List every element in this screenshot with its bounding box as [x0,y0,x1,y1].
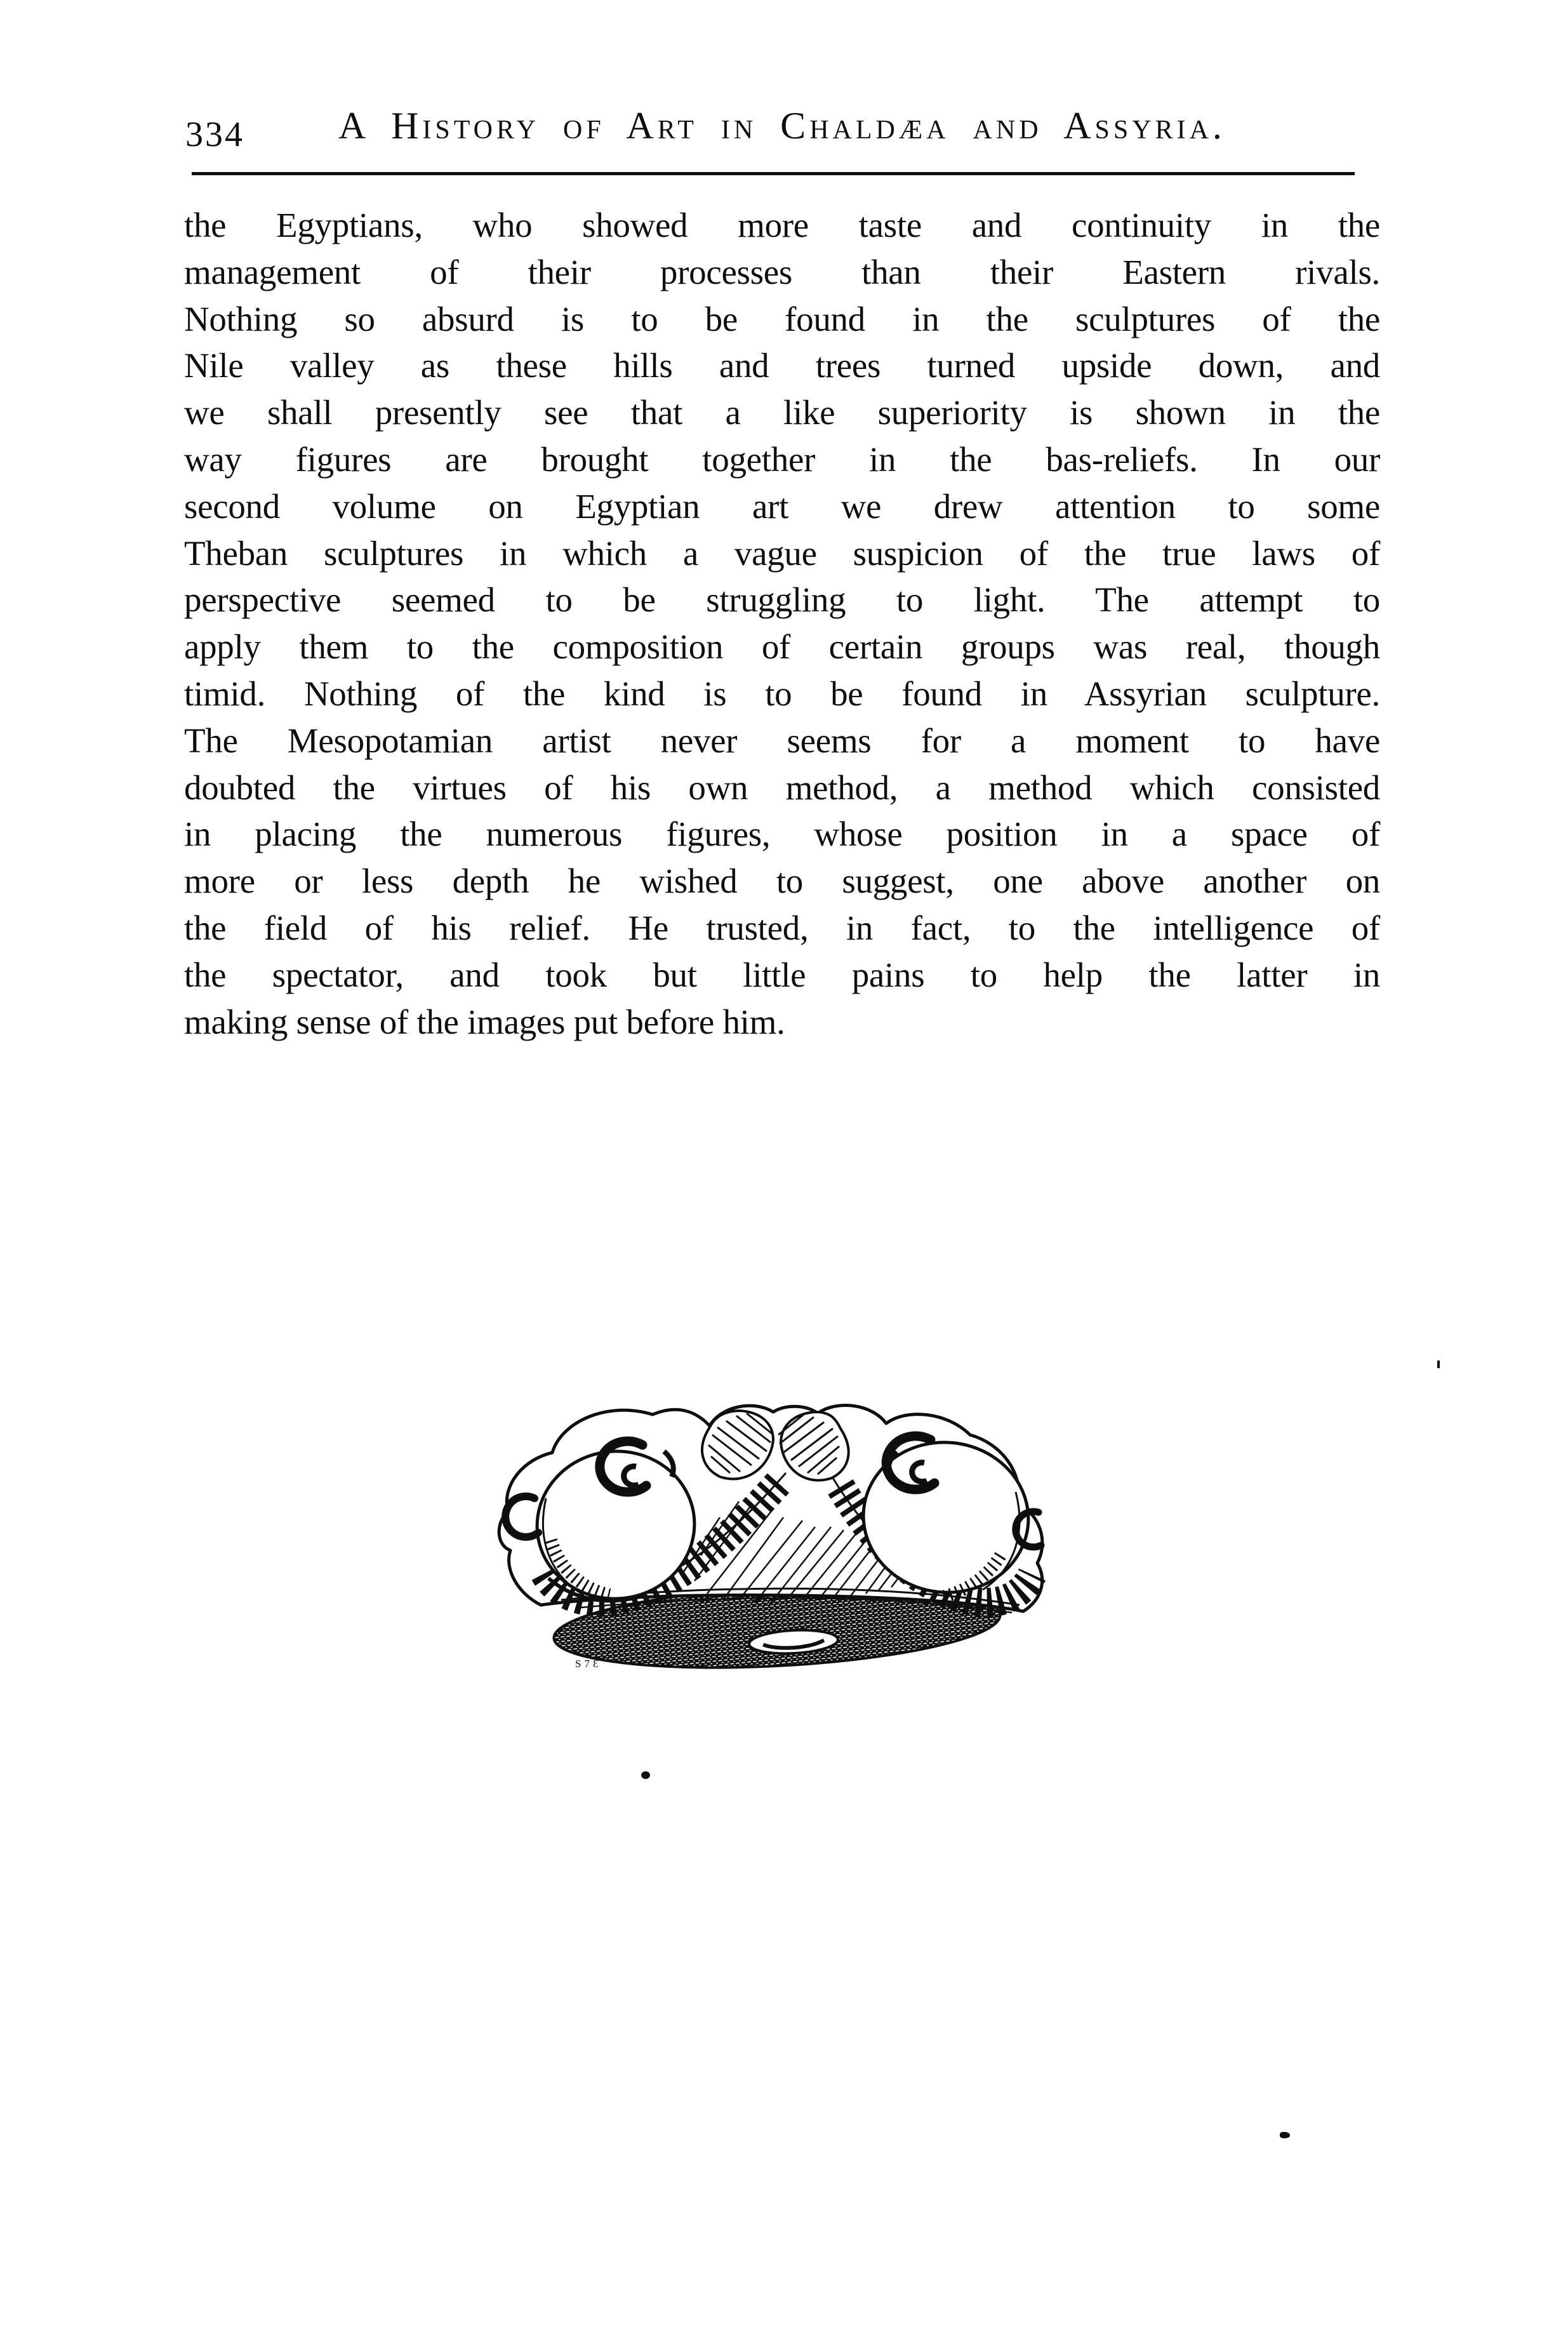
header-rule [192,172,1355,175]
body-line: we shall presently see that a like superiority is shown in the [184,393,1380,432]
body-line: Nothing so absurd is to be found in the sculptures of the [184,299,1380,338]
body-line: perspective seemed to be struggling to light. The attempt to [184,580,1380,620]
body-line: the Egyptians, who showed more taste and continuity in the [184,206,1380,244]
body-line: way figures are brought together in the bas-reliefs. In our [184,439,1380,479]
body-text [184,202,1380,1045]
page-number: 334 [185,115,244,154]
body-line: Nile valley as these hills and trees turned upside down, and [184,346,1380,385]
body-line: timid. Nothing of the kind is to be found in Assyrian sculpture. [184,674,1380,713]
figure-engraving [485,1390,1064,1677]
body-line: the spectator, and took but little pains to help the latter in [184,955,1380,994]
body-line: more or less depth he wished to suggest, one above another on [184,862,1380,901]
running-title: A History of Art in Chaldæa and Assyria. [338,105,1226,147]
ink-speck [1437,1361,1440,1368]
ram-heads-engraving [485,1390,1064,1677]
engraver-signature: S7Ɛ [575,1658,602,1670]
body-line: The Mesopotamian artist never seems for a moment to have [184,721,1380,760]
ink-speck [641,1771,650,1779]
body-line: second volume on Egyptian art we drew attention to some [184,486,1380,526]
ink-speck [1280,2132,1290,2138]
body-line: Theban sculptures in which a vague suspicion of the true laws of [184,533,1380,573]
body-line: the field of his relief. He trusted, in fact, to the intelligence of [184,908,1380,947]
body-line: apply them to the composition of certain groups was real, though [184,627,1380,667]
body-line: making sense of the images put before him. [184,1002,785,1041]
body-line: in placing the numerous figures, whose position in a space of [184,815,1380,854]
body-line: management of their processes than their Eastern rivals. [184,252,1380,291]
body-line: doubted the virtues of his own method, a method which consisted [184,768,1380,807]
